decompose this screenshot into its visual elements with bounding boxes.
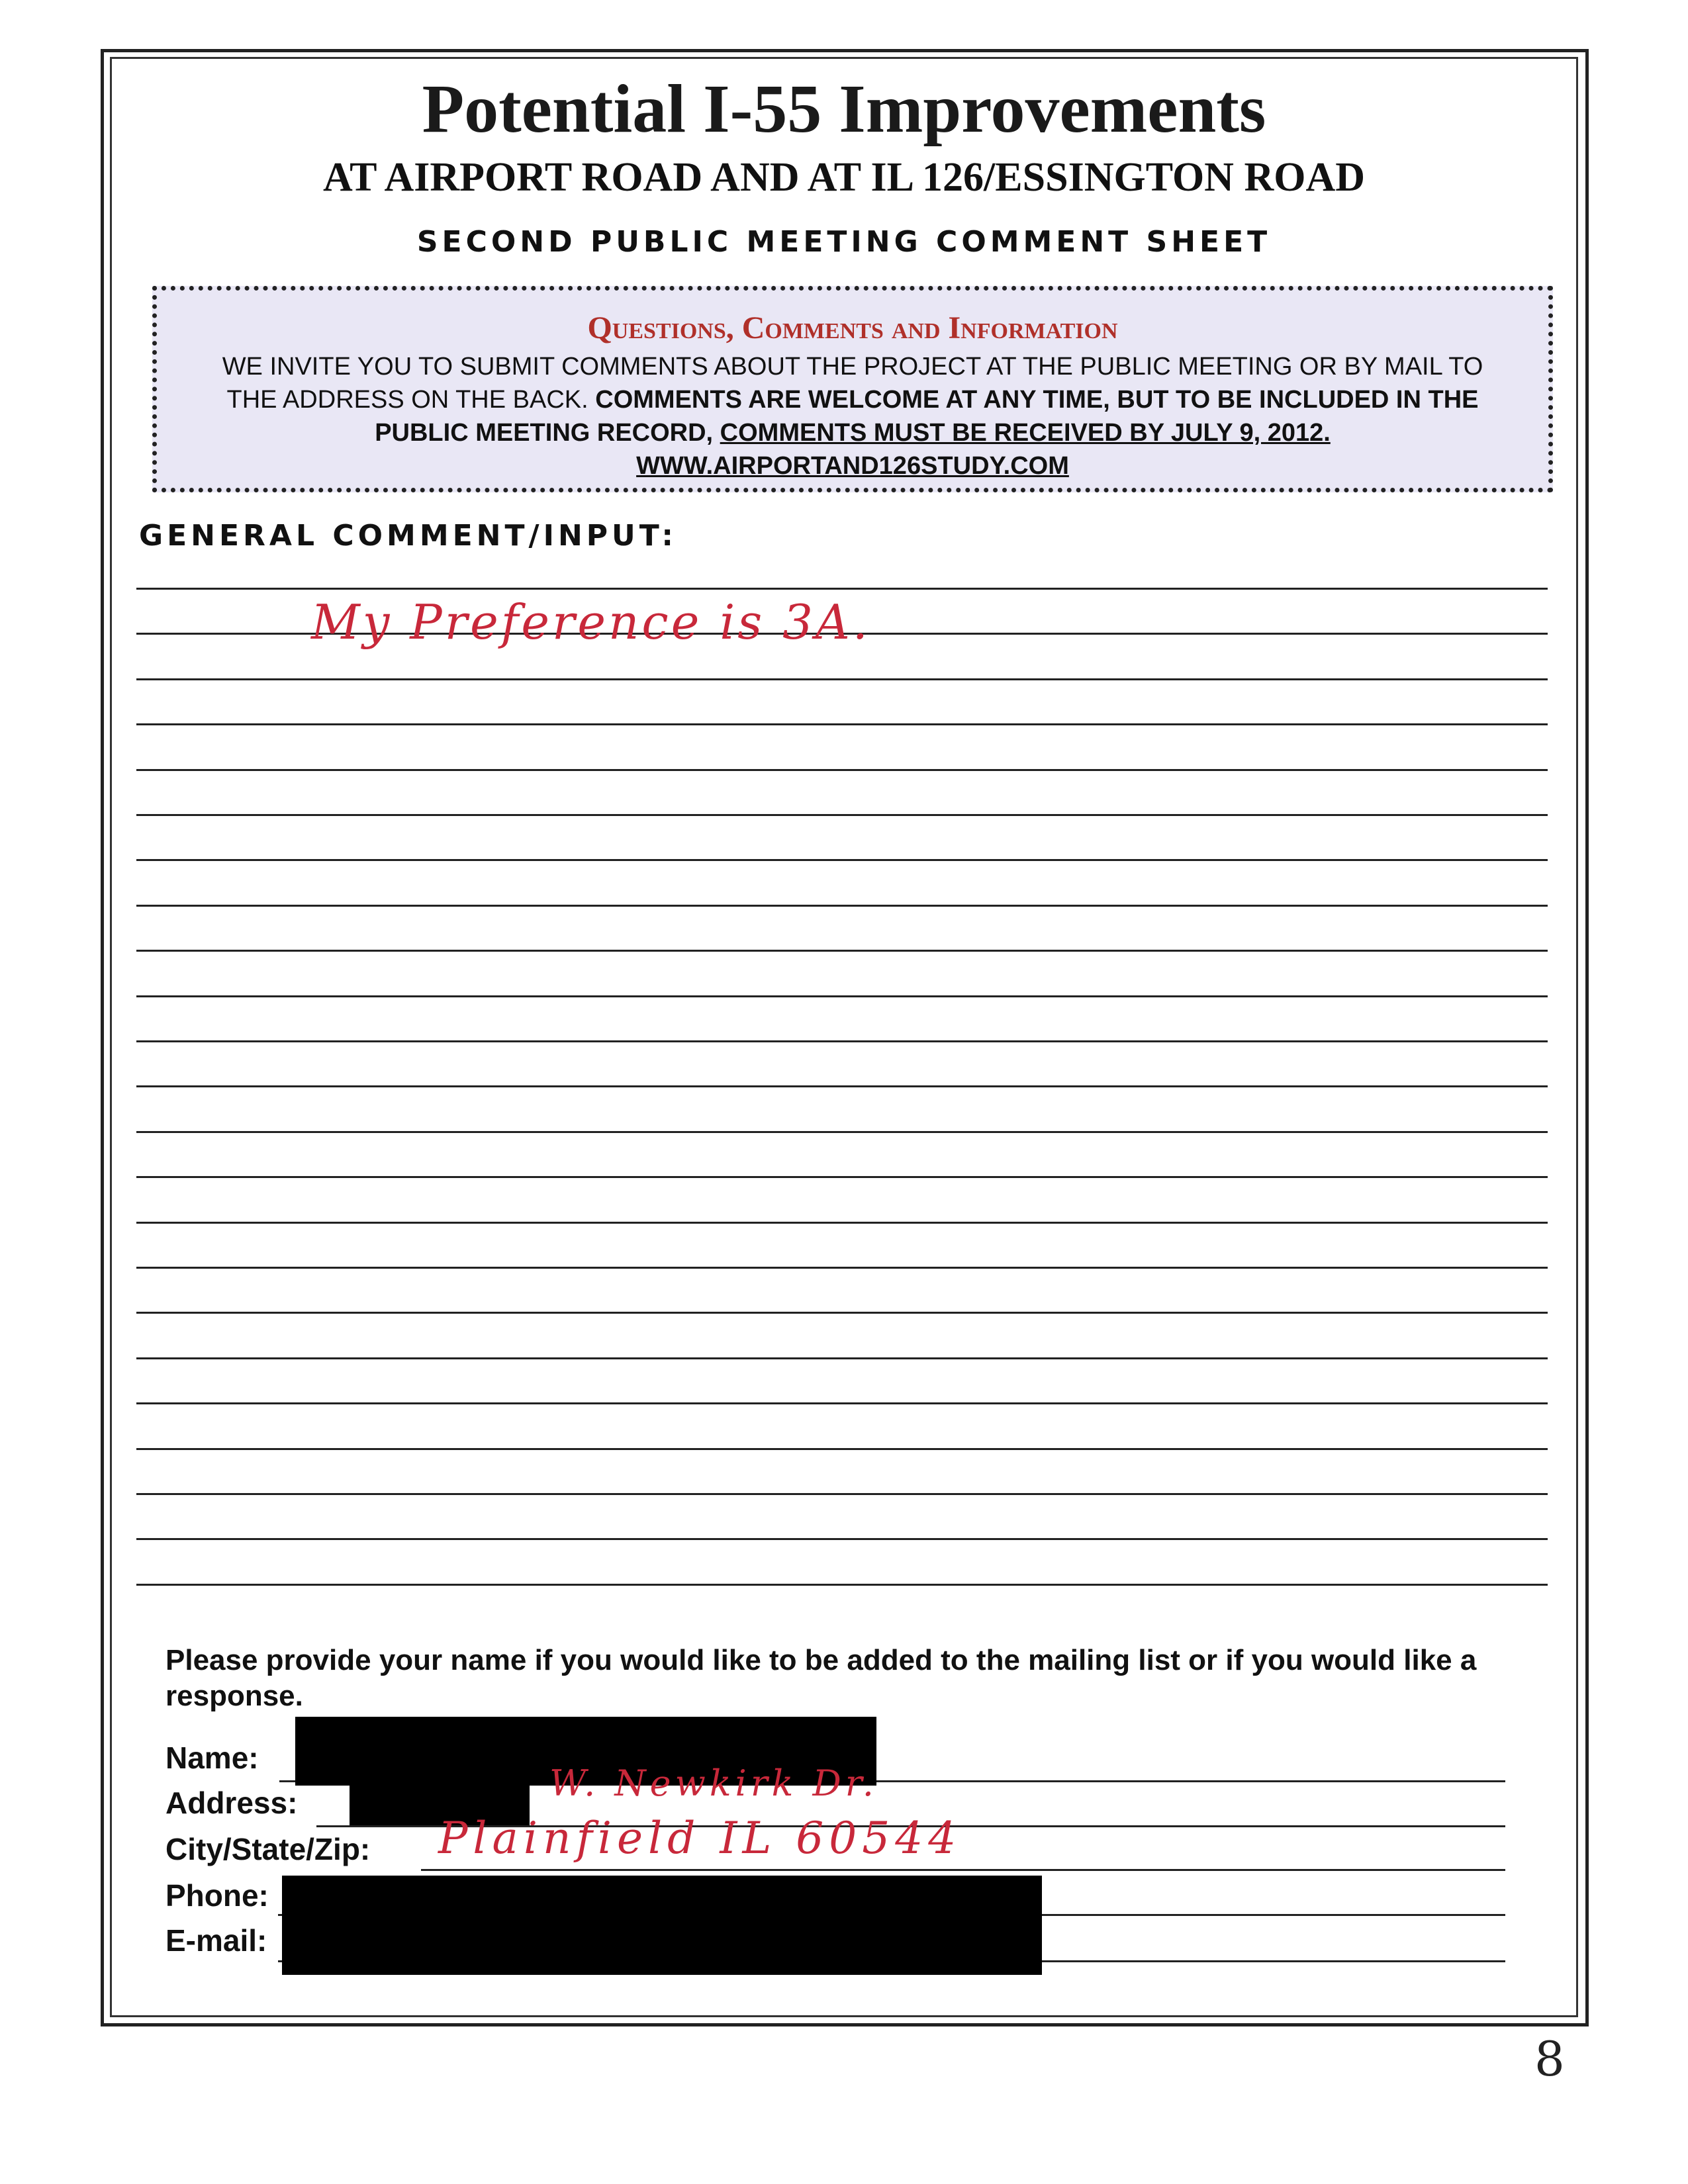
phone-email-redaction bbox=[282, 1876, 1042, 1975]
comment-line[interactable] bbox=[136, 950, 1548, 952]
project-website-link[interactable]: WWW.AIRPORTAND126STUDY.COM bbox=[636, 452, 1069, 480]
info-record-text: COMMENTS ARE WELCOME AT ANY TIME, BUT TO BE INCLUDED IN THE PUBLIC MEETING RECORD, bbox=[375, 386, 1479, 447]
name-label: Name: bbox=[165, 1741, 259, 1775]
info-deadline-text: COMMENTS MUST BE RECEIVED BY JULY 9, 2012. bbox=[720, 419, 1331, 447]
comment-line[interactable] bbox=[136, 1402, 1548, 1404]
info-box bbox=[152, 286, 1553, 492]
comment-line[interactable] bbox=[136, 1085, 1548, 1087]
comment-line[interactable] bbox=[136, 1267, 1548, 1269]
page-number: 8 bbox=[1534, 2031, 1565, 2087]
city-state-zip-field-line[interactable] bbox=[421, 1869, 1505, 1871]
general-comment-label: GENERAL COMMENT/INPUT: bbox=[139, 519, 677, 553]
mailing-list-note: Please provide your name if you would like to be added to the mailing list or if you would like a response. bbox=[165, 1644, 1477, 1712]
comment-line[interactable] bbox=[136, 814, 1548, 816]
comment-line[interactable] bbox=[136, 723, 1548, 725]
phone-label: Phone: bbox=[165, 1878, 269, 1913]
comment-line[interactable] bbox=[136, 1448, 1548, 1450]
address-label: Address: bbox=[165, 1786, 298, 1820]
city-state-zip-label: City/State/Zip: bbox=[165, 1832, 371, 1866]
comment-line[interactable] bbox=[136, 769, 1548, 771]
handwritten-city-state-zip: Plainfield IL 60544 bbox=[438, 1813, 962, 1864]
sheet-label: SECOND PUBLIC MEETING COMMENT SHEET bbox=[416, 225, 1272, 259]
comment-line[interactable] bbox=[136, 1131, 1548, 1133]
comment-line[interactable] bbox=[136, 1312, 1548, 1314]
comment-line[interactable] bbox=[136, 859, 1548, 861]
comment-line[interactable] bbox=[136, 995, 1548, 997]
comment-line[interactable] bbox=[136, 1538, 1548, 1540]
comment-line[interactable] bbox=[136, 588, 1548, 590]
info-heading: Questions, Comments and Information bbox=[587, 310, 1118, 345]
comment-line[interactable] bbox=[136, 905, 1548, 907]
comment-line[interactable] bbox=[136, 1222, 1548, 1224]
comment-line[interactable] bbox=[136, 1176, 1548, 1178]
email-label: E-mail: bbox=[165, 1923, 267, 1958]
handwritten-address: W. Newkirk Dr. bbox=[549, 1762, 878, 1804]
comment-line[interactable] bbox=[136, 1357, 1548, 1359]
handwritten-comment: My Preference is 3A. bbox=[311, 594, 870, 650]
info-invite-text: WE INVITE YOU TO SUBMIT COMMENTS ABOUT THE PROJECT AT THE PUBLIC MEETING OR BY MAIL TO THE ADDRESS ON THE BACK. bbox=[222, 353, 1483, 414]
comment-line[interactable] bbox=[136, 1493, 1548, 1495]
comment-line[interactable] bbox=[136, 1040, 1548, 1042]
page-subtitle: AT AIRPORT ROAD AND AT IL 126/ESSINGTON ROAD bbox=[322, 155, 1366, 200]
comment-line[interactable] bbox=[136, 678, 1548, 680]
comment-line[interactable] bbox=[136, 1584, 1548, 1586]
info-body bbox=[197, 350, 1509, 482]
page-title: Potential I-55 Improvements bbox=[422, 71, 1266, 147]
